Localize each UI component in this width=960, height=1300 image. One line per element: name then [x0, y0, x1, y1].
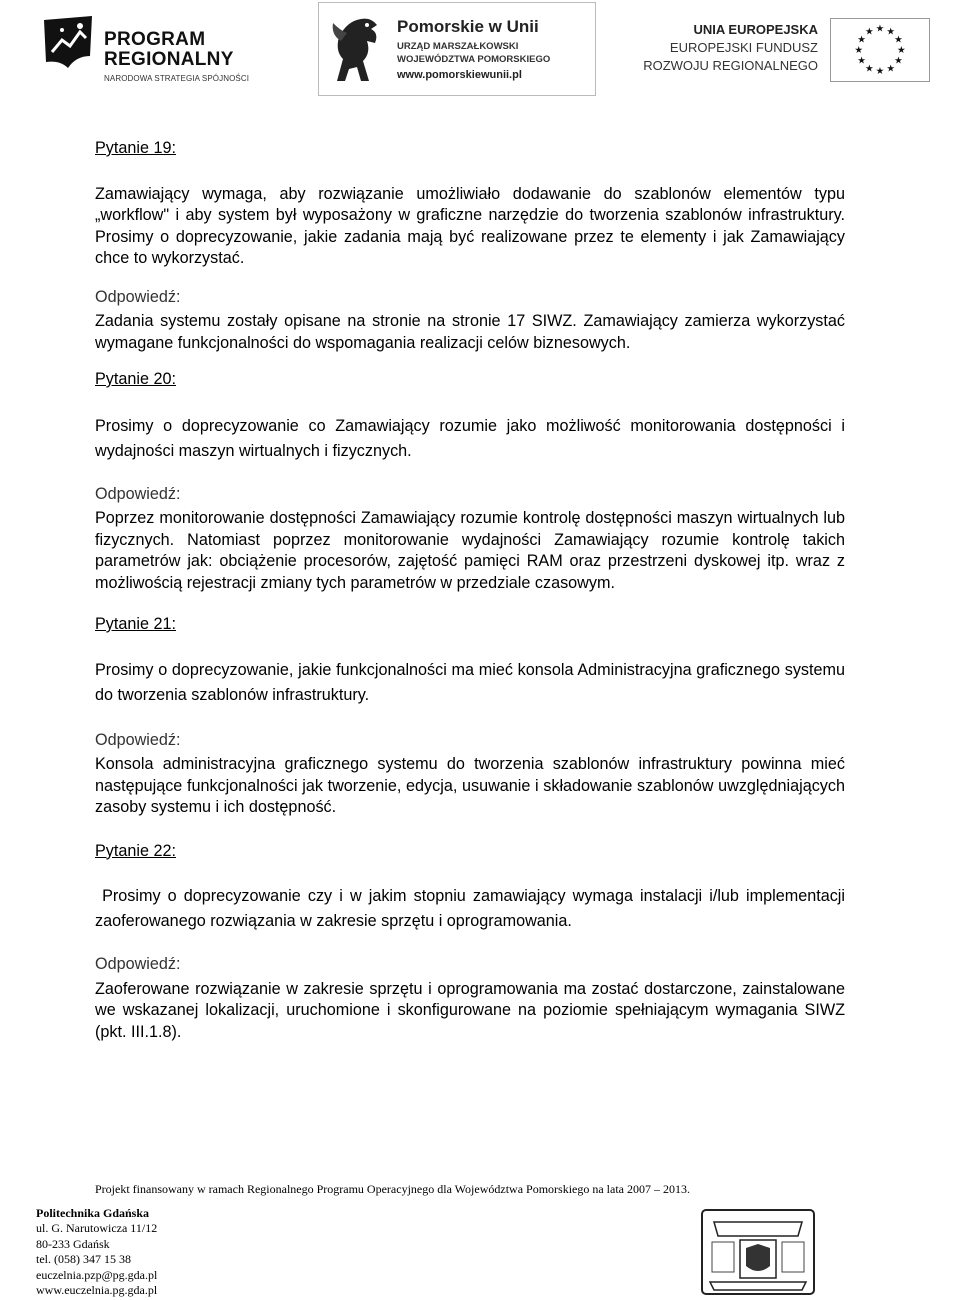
eu-line3: ROZWOJU REGIONALNEGO — [643, 58, 818, 73]
svg-text:★: ★ — [857, 55, 866, 67]
svg-text:★: ★ — [896, 44, 906, 56]
question-text: Prosimy o doprecyzowanie czy i w jakim stopniu zamawiający wymaga instalacji i/lub implementacji zaoferowanego rozwiązania w zakresie sprzętu i oprogramowania. — [95, 887, 850, 930]
answer-text: Konsola administracyjna graficznego systemu do tworzenia szablonów infrastruktury powinna mieć następujące funkcjonalności jak tworzenie, edycja, usuwanie i składowanie szablonów uwzględniających zasoby systemu i ich dostępność. — [95, 755, 845, 816]
question-heading: Pytanie 19: — [95, 139, 176, 157]
document-body — [95, 138, 850, 1043]
footer-org: Politechnika Gdańska — [36, 1206, 150, 1220]
question-text: Zamawiający wymaga, aby rozwiązanie umożliwiało dodawanie do szablonów elementów typu „workflow" i aby system był wyposażony w graficzne narzędzie do tworzenia szablonów infrastruktury. Prosimy o doprecyzowanie, jakie zadania mają być realizowane przez te elementy i jak Zamawiający chce to wykorzystać. — [95, 184, 845, 267]
pomorskie-w-unii-logo — [318, 2, 596, 96]
footer-www: www.euczelnia.pg.gda.pl — [36, 1283, 158, 1298]
pomorskie-line2: URZĄD MARSZAŁKOWSKI — [397, 41, 519, 52]
svg-text:★: ★ — [857, 34, 866, 46]
program-regionalny-emblem-icon — [40, 12, 96, 76]
question-heading: Pytanie 20: — [95, 370, 176, 388]
eu-line2: EUROPEJSKI FUNDUSZ — [669, 40, 818, 55]
answer-text: Zadania systemu zostały opisane na stronie na stronie 17 SIWZ. Zamawiający zamierza wykorzystać wymagane funkcjonalności do wspomagania realizacji celów biznesowych. — [95, 312, 845, 352]
footer-address — [36, 1206, 157, 1298]
svg-text:★: ★ — [854, 44, 864, 56]
answer-label: Odpowiedź: — [95, 484, 181, 503]
eu-logo — [643, 18, 930, 82]
svg-text:★: ★ — [865, 26, 874, 38]
program-regionalny-line1: PROGRAM — [104, 29, 206, 50]
question-heading: Pytanie 21: — [95, 615, 176, 633]
svg-text:★: ★ — [894, 55, 903, 67]
svg-text:★: ★ — [894, 34, 903, 46]
eu-line1: UNIA EUROPEJSKA — [693, 22, 818, 37]
question-section — [95, 138, 845, 354]
svg-text:★: ★ — [886, 63, 895, 75]
pomorskie-line3: WOJEWÓDZTWA POMORSKIEGO — [397, 54, 551, 65]
program-regionalny-line2: REGIONALNY — [104, 49, 234, 70]
program-regionalny-line3: NARODOWA STRATEGIA SPÓJNOŚCI — [104, 74, 250, 83]
svg-text:★: ★ — [875, 23, 885, 35]
svg-text:★: ★ — [886, 26, 895, 38]
footer-tel: tel. (058) 347 15 38 — [36, 1252, 131, 1267]
pomorskie-title: Pomorskie w Unii — [397, 17, 539, 36]
question-text: Prosimy o doprecyzowanie co Zamawiający rozumie jako możliwość monitorowania dostępności i wydajności maszyn wirtualnych i fizycznych. — [95, 416, 845, 460]
griffin-icon — [327, 11, 385, 87]
question-text: Prosimy o doprecyzowanie, jakie funkcjonalności ma mieć konsola Administracyjna graficznego systemu do tworzenia szablonów infrastruktury. — [95, 660, 845, 704]
answer-label: Odpowiedź: — [95, 287, 181, 306]
svg-text:★: ★ — [865, 63, 874, 75]
question-section — [95, 614, 845, 819]
pomorskie-url: www.pomorskiewunii.pl — [397, 69, 522, 81]
footer-city: 80-233 Gdańsk — [36, 1236, 110, 1251]
page-header — [0, 0, 960, 100]
footer-email: euczelnia.pzp@pg.gda.pl — [36, 1267, 158, 1282]
eu-flag-icon — [830, 18, 930, 82]
program-regionalny-logo — [40, 12, 270, 84]
funding-note: Projekt finansowany w ramach Regionalnego Programu Operacyjnego dla Województwa Pomorskiego na lata 2007 – 2013. — [95, 1182, 691, 1196]
svg-text:★: ★ — [875, 66, 885, 78]
answer-label: Odpowiedź: — [95, 730, 181, 749]
answer-label: Odpowiedź: — [95, 955, 181, 973]
question-section — [95, 841, 850, 1044]
footer-street: ul. G. Narutowicza 11/12 — [36, 1221, 158, 1236]
question-heading: Pytanie 22: — [95, 841, 176, 860]
university-seal-icon — [700, 1208, 816, 1296]
answer-text: Zaoferowane rozwiązanie w zakresie sprzętu i oprogramowania ma zostać dostarczone, zainstalowane we wskazanej lokalizacji, uruchomione i skonfigurowane na poziomie spełniającym wymagania SIWZ (pkt. III.1.8). — [95, 979, 845, 1041]
question-section — [95, 369, 845, 594]
answer-text: Poprzez monitorowanie dostępności Zamawiający rozumie kontrolę dostępności maszyn wirtualnych lub fizycznych. Natomiast poprzez monitorowanie wydajności Zamawiający rozumie kontrolę takich parametrów jak: obciążenie procesorów, zajętość pamięci RAM oraz przestrzeni dyskowej itp. wraz z możliwością rejestracji zmiany tych parametrów w przedziale czasowym. — [95, 509, 845, 592]
